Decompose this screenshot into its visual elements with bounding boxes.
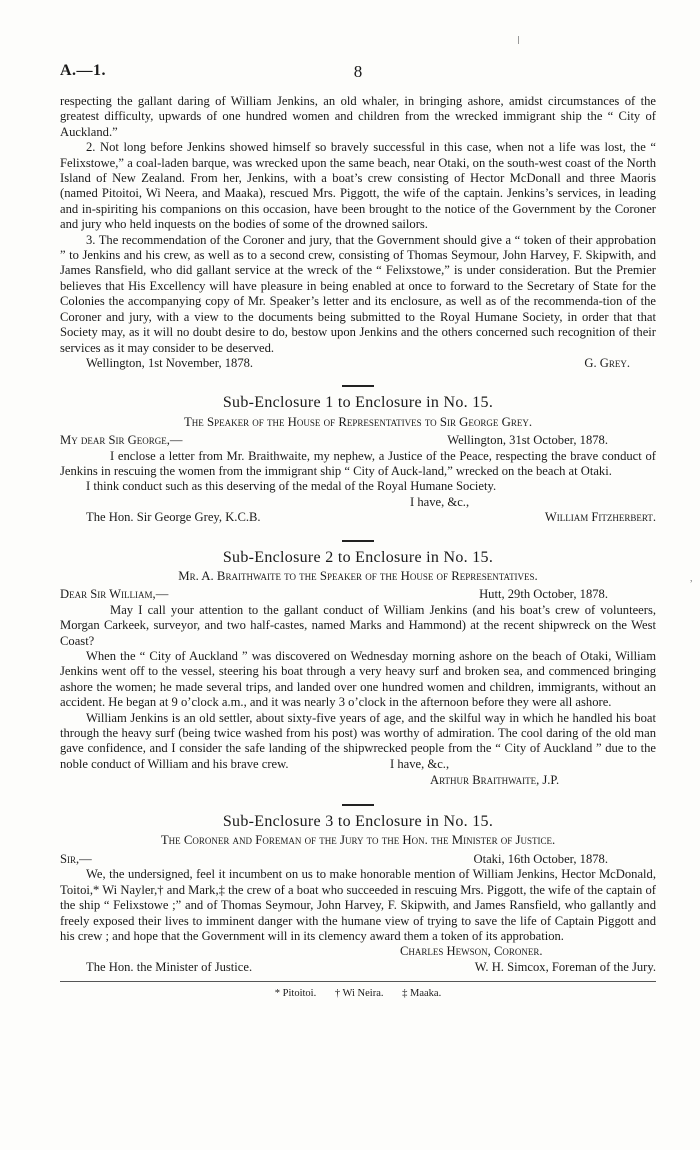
recipient: The Hon. Sir George Grey, K.C.B. xyxy=(86,510,261,525)
signature-row xyxy=(60,510,656,525)
letter-address: The Coroner and Foreman of the Jury to the Hon. the Minister of Justice. xyxy=(160,833,556,848)
signature: William Fitzherbert. xyxy=(544,510,656,525)
letter-date: Hutt, 29th October, 1878. xyxy=(479,587,608,602)
paragraph: When the “ City of Auckland ” was discovered on Wednesday morning ashore on the beach of Otaki, William Jenkins went off to the vessel, steering his boat through a very heavy surf and broken sea, and commenced bringing ashore the women; he made several trips, and landed over one hundred women and children, immigrants, without an accident. He began at 9 o’clock a.m., and it was nearly 3 o’clock in the afternoon before they were all ashore. xyxy=(60,649,656,710)
letter-address: Mr. A. Braithwaite to the Speaker of the House of Representatives. xyxy=(178,568,538,583)
salutation: Sir,— xyxy=(60,851,92,866)
section-divider xyxy=(342,804,374,806)
place-date: Wellington, 1st November, 1878. xyxy=(86,355,254,370)
closing: I have, &c., xyxy=(410,494,470,509)
document-reference: A.—1. xyxy=(60,62,107,79)
section-heading: Sub-Enclosure 2 to Enclosure in No. 15. xyxy=(222,548,494,566)
section-heading: Sub-Enclosure 1 to Enclosure in No. 15. xyxy=(222,394,494,412)
signature: Charles Hewson, Coroner. xyxy=(400,944,543,959)
page-number: 8 xyxy=(353,62,363,81)
paragraph: 3. The recommendation of the Coroner and jury, that the Government should give a “ token of their approbation ” to Jenkins and his crew, as well as to a second crew, consisting of Thomas Seymour, John Harvey, F. Skipwith, and James Ransfield, who did gallant service at the wreck of the “ Felixstowe,” is under consideration. But the Premier believes that His Excellency will have pleasure in being enabled at once to forward to the Secretary of State for the Colonies the accompanying copy of Mr. Speaker’s letter and its enclosure, as well as of the recommenda-tion of the Coroner and jury, with a view to the documents being submitted to the Royal Humane Society, in order that that Society may, as it will no doubt desire to do, bestow upon Jenkins and the others concerned such recognition of their services as it may consider to be deserved. xyxy=(60,232,656,355)
margin-mark xyxy=(518,36,519,44)
paragraph: I enclose a letter from Mr. Braithwaite, my nephew, a Justice of the Peace, respecting the brave conduct of Jenkins in rescuing the women from the immigrant ship “ City of Auck-land,” wrecked on the beach at Otaki. xyxy=(60,448,656,478)
paragraph: We, the undersigned, feel it incumbent on us to make honorable mention of William Jenkins, Hector McDonald, Toitoi,* Wi Nayler,† and Mark,‡ the crew of a boat who succeeded in rescuing Mrs. Piggott, the wife of the captain of the ship “ Felixstowe ;” and of Thomas Seymour, John Harvey, F. Skipwith, and James Ransfield, who gallantly and freely exposed their lives to imminent danger with the humane view of trying to save the life of Captain Piggott and his crew ; and hope that the Government will in its clemency award them a token of its approbation. xyxy=(60,867,656,943)
letter-date: Wellington, 31st October, 1878. xyxy=(447,433,608,448)
footnote-divider xyxy=(60,981,656,982)
salutation-row xyxy=(60,852,656,867)
paragraph: respecting the gallant daring of William Jenkins, an old whaler, in bringing ashore, amidst circumstances of the greatest difficulty, upwards of one hundred women and children from the wrecked immigrant ship the “ City of Auckland.” xyxy=(60,94,656,139)
letter-date: Otaki, 16th October, 1878. xyxy=(473,851,608,866)
letter-address: The Speaker of the House of Representatives to Sir George Grey. xyxy=(183,414,533,429)
salutation-row xyxy=(60,587,656,602)
footnote: * Pitoitoi. xyxy=(274,988,317,1000)
paragraph: I think conduct such as this deserving of the medal of the Royal Humane Society. xyxy=(86,479,497,494)
footnote: ‡ Maaka. xyxy=(402,988,442,1000)
signature: Arthur Braithwaite, J.P. xyxy=(430,772,560,787)
footnote: † Wi Neira. xyxy=(334,988,384,1000)
section-divider xyxy=(342,540,374,542)
signature: W. H. Simcox, Foreman of the Jury. xyxy=(474,959,656,974)
page-header xyxy=(60,62,656,84)
paragraph: May I call your attention to the gallant conduct of William Jenkins (and his boat’s crew of volunteers, Morgan Carkeek, surveyor, and two half-castes, named Marks and Hammond) at the recent shipwreck on the West Coast? xyxy=(60,602,656,648)
footnotes xyxy=(60,986,656,1001)
section-heading: Sub-Enclosure 3 to Enclosure in No. 15. xyxy=(222,813,494,831)
signature-row xyxy=(60,960,656,975)
salutation: My dear Sir George,— xyxy=(60,433,183,448)
salutation: Dear Sir William,— xyxy=(60,587,169,602)
margin-mark: , xyxy=(690,573,693,584)
salutation-row xyxy=(60,433,656,448)
page-content xyxy=(60,94,656,1002)
paragraph: 2. Not long before Jenkins showed himself so bravely successful in this case, when not a life was lost, the “ Felixstowe,” a coal-laden barque, was wrecked upon the same beach, near Otaki, on the south-west coast of the North Island of New Zealand. From her, Jenkins, with a boat’s crew consisting of Hector McDonall and three Maoris (named Pitoitoi, Wi Neera, and Maaka), rescued Mrs. Piggott, the wife of the captain. Jenkins’s services, in leading and in-spiriting his companions on this occasion, have been brought to the notice of the Government by the Coroner and jury who held inquests on the bodies of some of the drowned sailors. xyxy=(60,140,656,232)
recipient: The Hon. the Minister of Justice. xyxy=(86,959,253,974)
closing: I have, &c., xyxy=(390,757,450,772)
signature: G. Grey. xyxy=(584,355,630,370)
signature-row xyxy=(60,356,656,371)
section-divider xyxy=(342,385,374,387)
paragraph: William Jenkins is an old settler, about sixty-five years of age, and the skilful way in which he handled his boat through the heavy surf (being twice washed from his post) was worthy of admiration. The cool daring of the old man gave confidence, and I consider the safe landing of the shipwrecked people from the “ City of Auckland ” due to the noble conduct of William and his brave crew. xyxy=(60,710,656,771)
